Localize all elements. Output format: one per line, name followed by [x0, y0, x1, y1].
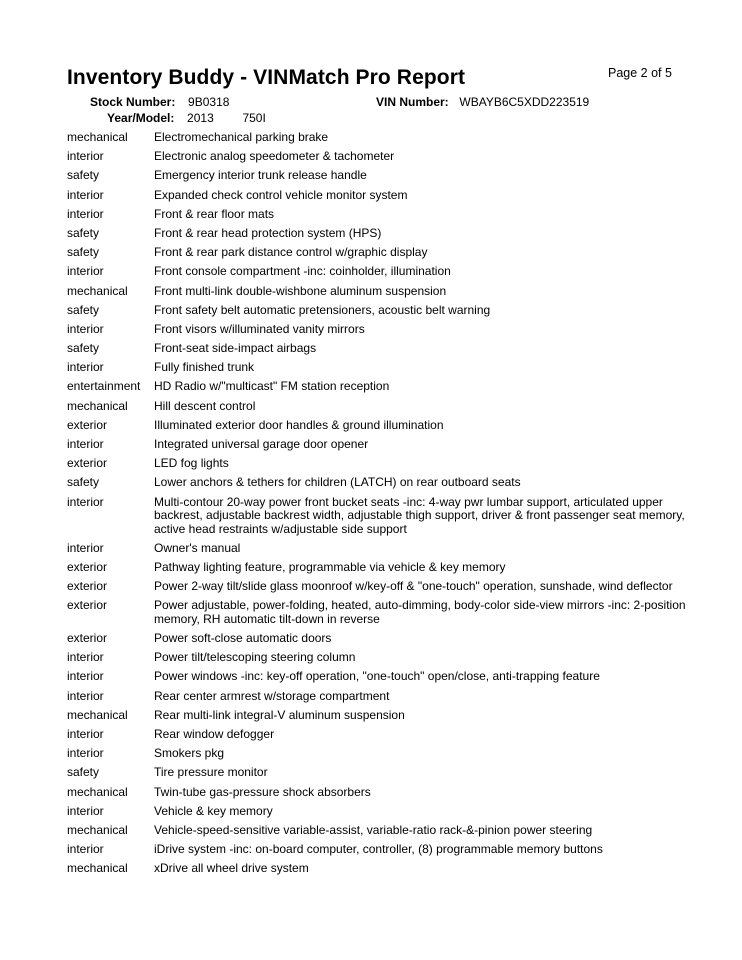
feature-row	[67, 419, 687, 433]
feature-row	[67, 342, 687, 356]
feature-description: Rear center armrest w/storage compartment	[154, 688, 390, 703]
feature-description: Illuminated exterior door handles & ground illumination	[154, 417, 444, 432]
feature-category: interior	[67, 187, 104, 202]
feature-category: safety	[67, 225, 100, 240]
feature-category: mechanical	[67, 707, 128, 722]
feature-row	[67, 747, 687, 761]
feature-row	[67, 709, 687, 723]
feature-category: exterior	[67, 456, 108, 471]
feature-category: exterior	[67, 631, 108, 645]
feature-category: exterior	[67, 598, 108, 613]
feature-description: Power 2-way tilt/slide glass moonroof w/key-off & "one-touch" operation, sunshade, wind deflector	[154, 579, 673, 594]
feature-list	[67, 131, 687, 876]
feature-description: Multi-contour 20-way power front bucket seats -inc: 4-way pwr lumbar support, articulated upper backrest, adjustable backrest width, adjustable thigh support, driver & front passenger seat memory, active head restraints w/adjustable side support	[154, 494, 685, 536]
feature-row	[67, 632, 687, 646]
stock-number-label: Stock Number:	[90, 95, 176, 109]
feature-row	[67, 150, 687, 164]
vin-number-label: VIN Number:	[376, 95, 449, 109]
feature-category: interior	[67, 206, 104, 221]
feature-row	[67, 380, 687, 394]
feature-row	[67, 476, 687, 490]
feature-category: interior	[67, 803, 104, 818]
year-value: 2013	[187, 111, 214, 125]
feature-row	[67, 323, 687, 337]
feature-description: Power windows -inc: key-off operation, "one-touch" open/close, anti-trapping feature	[154, 669, 600, 684]
feature-row	[67, 824, 687, 838]
feature-category: interior	[67, 726, 104, 741]
feature-row	[67, 131, 687, 145]
vin-number-line	[376, 95, 589, 109]
feature-row	[67, 843, 687, 857]
page-number: Page 2 of 5	[608, 66, 672, 80]
feature-row	[67, 265, 687, 279]
feature-description: Front & rear head protection system (HPS)	[154, 225, 382, 240]
feature-category: exterior	[67, 417, 108, 432]
feature-description: Rear multi-link integral-V aluminum suspension	[154, 707, 405, 722]
feature-category: interior	[67, 321, 104, 336]
feature-description: Integrated universal garage door opener	[154, 437, 369, 451]
vin-number-value: WBAYB6C5XDD223519	[459, 95, 590, 109]
feature-row	[67, 457, 687, 471]
feature-description: Front visors w/illuminated vanity mirrors	[154, 321, 365, 336]
feature-row	[67, 285, 687, 299]
feature-row	[67, 561, 687, 575]
year-model-line	[107, 111, 266, 125]
feature-row	[67, 438, 687, 452]
feature-description: Expanded check control vehicle monitor system	[154, 187, 408, 202]
feature-description: Power adjustable, power-folding, heated, auto-dimming, body-color side-view mirrors -inc: 2-position memory, RH automatic tilt-down in reverse	[154, 598, 686, 626]
feature-category: safety	[67, 302, 100, 317]
feature-row	[67, 227, 687, 241]
feature-category: mechanical	[67, 283, 128, 298]
feature-row	[67, 670, 687, 684]
feature-category: interior	[67, 494, 104, 509]
feature-row	[67, 728, 687, 742]
feature-description: Vehicle-speed-sensitive variable-assist, variable-ratio rack-&-pinion power steering	[154, 822, 593, 837]
feature-description: Front multi-link double-wishbone aluminum suspension	[154, 283, 447, 298]
feature-category: interior	[67, 669, 104, 684]
feature-category: safety	[67, 245, 100, 260]
feature-category: interior	[67, 360, 104, 375]
feature-description: Electronic analog speedometer & tachometer	[154, 149, 395, 164]
feature-description: Front-seat side-impact airbags	[154, 341, 317, 356]
feature-row	[67, 246, 687, 260]
feature-description: Pathway lighting feature, programmable via vehicle & key memory	[154, 559, 506, 574]
feature-category: interior	[67, 437, 104, 451]
feature-description: Front & rear floor mats	[154, 206, 275, 221]
feature-row	[67, 862, 687, 876]
feature-row	[67, 361, 687, 375]
feature-row	[67, 496, 687, 537]
feature-row	[67, 805, 687, 819]
feature-description: Vehicle & key memory	[154, 803, 273, 818]
feature-category: interior	[67, 264, 104, 279]
feature-row	[67, 542, 687, 556]
feature-category: mechanical	[67, 822, 128, 837]
feature-category: safety	[67, 475, 100, 490]
feature-row	[67, 766, 687, 780]
feature-category: safety	[67, 341, 100, 356]
feature-row	[67, 208, 687, 222]
feature-description: HD Radio w/"multicast" FM station reception	[154, 379, 390, 394]
feature-row	[67, 690, 687, 704]
feature-description: Rear window defogger	[154, 726, 275, 741]
feature-category: mechanical	[67, 130, 128, 144]
stock-number-value: 9B0318	[188, 95, 230, 109]
feature-row	[67, 189, 687, 203]
feature-description: Twin-tube gas-pressure shock absorbers	[154, 784, 371, 799]
feature-description: Electromechanical parking brake	[154, 130, 329, 144]
model-value: 750I	[242, 111, 266, 125]
feature-category: interior	[67, 688, 104, 703]
feature-category: interior	[67, 149, 104, 164]
feature-description: Hill descent control	[154, 398, 256, 413]
feature-category: exterior	[67, 559, 108, 574]
feature-row	[67, 580, 687, 594]
report-title: Inventory Buddy - VINMatch Pro Report	[67, 66, 466, 89]
feature-description: LED fog lights	[154, 456, 229, 471]
feature-category: safety	[67, 765, 100, 780]
feature-description: Fully finished trunk	[154, 360, 255, 375]
feature-category: interior	[67, 540, 104, 555]
stock-number-line	[90, 95, 229, 109]
year-model-label: Year/Model:	[107, 111, 175, 125]
feature-category: mechanical	[67, 398, 128, 413]
feature-category: safety	[67, 168, 100, 183]
feature-row	[67, 304, 687, 318]
feature-category: entertainment	[67, 379, 141, 394]
feature-description: Front safety belt automatic pretensioners, acoustic belt warning	[154, 302, 491, 317]
feature-description: Tire pressure monitor	[154, 765, 268, 780]
feature-description: Owner's manual	[154, 540, 241, 555]
feature-description: Emergency interior trunk release handle	[154, 168, 367, 183]
feature-category: interior	[67, 650, 104, 665]
feature-category: interior	[67, 842, 104, 857]
feature-category: mechanical	[67, 784, 128, 799]
feature-row	[67, 786, 687, 800]
feature-row	[67, 400, 687, 414]
feature-description: xDrive all wheel drive system	[154, 861, 309, 876]
feature-description: iDrive system -inc: on-board computer, controller, (8) programmable memory buttons	[154, 842, 603, 857]
feature-row	[67, 169, 687, 183]
feature-row	[67, 599, 687, 626]
feature-description: Power soft-close automatic doors	[154, 631, 332, 645]
feature-description: Smokers pkg	[154, 746, 225, 761]
feature-category: exterior	[67, 579, 108, 594]
feature-description: Lower anchors & tethers for children (LATCH) on rear outboard seats	[154, 475, 521, 490]
feature-description: Front & rear park distance control w/graphic display	[154, 245, 428, 260]
feature-row	[67, 651, 687, 665]
feature-description: Power tilt/telescoping steering column	[154, 650, 356, 665]
feature-category: mechanical	[67, 861, 128, 876]
feature-category: interior	[67, 746, 104, 761]
feature-description: Front console compartment -inc: coinholder, illumination	[154, 264, 451, 279]
